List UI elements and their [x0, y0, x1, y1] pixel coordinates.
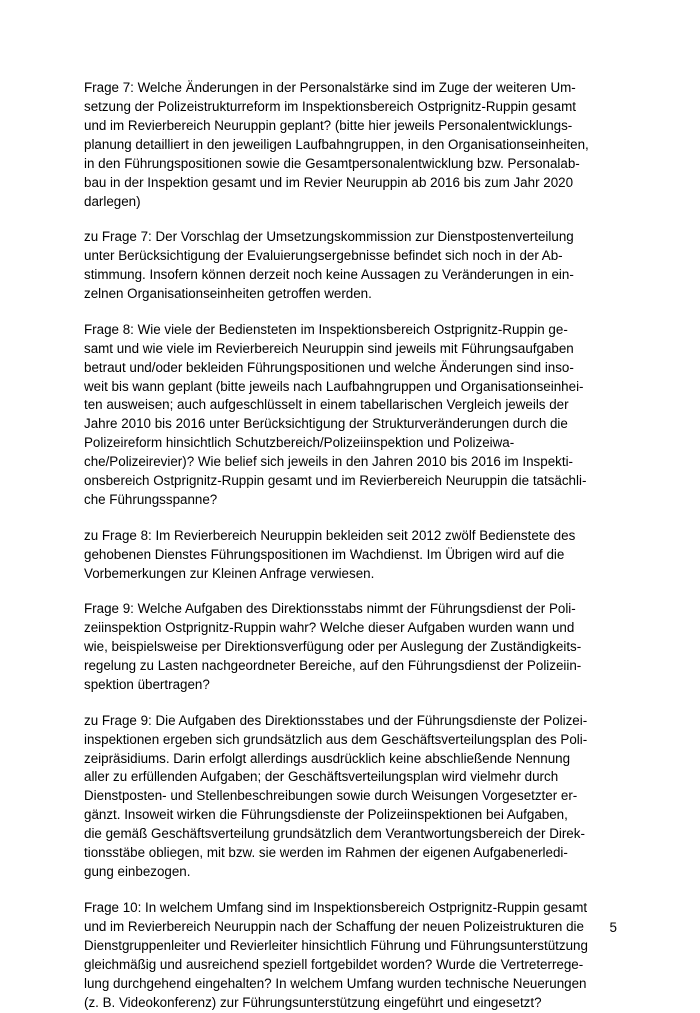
- question-7: Frage 7: Welche Änderungen in der Personalstärke sind im Zuge der weiteren Um- setzung der Polizeistrukturreform im Inspektionsbereich Ostprignitz-Ruppin gesamt und im Revierbereich Neuruppin geplant? (bitte hier jeweils Personalentwicklungs- planung detailliert in den jeweiligen Laufbahngruppen, in den Organisationseinheiten, in den Führungspositionen sowie die Gesamtpersonalentwicklung bzw. Personalab- bau in der Inspektion gesamt und im Revier Neuruppin ab 2016 bis zum Jahr 2020 darlegen): [84, 80, 589, 209]
- answer-7: zu Frage 7: Der Vorschlag der Umsetzungskommission zur Dienstpostenverteilung unter Berücksichtigung der Evaluierungsergebnisse befindet sich noch in der Ab- stimmung. Insofern können derzeit noch keine Aussagen zu Veränderungen in ein- zelnen Organisationseinheiten getroffen werden.: [84, 229, 574, 302]
- answer-9: zu Frage 9: Die Aufgaben des Direktionsstabes und der Führungsdienste der Polizei- inspektionen ergeben sich grundsätzlich aus dem Geschäftsverteilungsplan des Poli- zeipräsidiums. Darin erfolgt allerdings ausdrücklich keine abschließende Nennung aller zu erfüllenden Aufgaben; der Geschäftsverteilungsplan wird vielmehr durch Dienstposten- und Stellenbeschreibungen sowie durch Weisungen Vorgesetzter er- gänzt. Insoweit wirken die Führungsdienste der Polizeiinspektionen bei Aufgaben, die gemäß Geschäftsverteilung grundsätzlich dem Verantwortungsbereich der Direk- tionsstäbe obliegen, mit bzw. sie werden im Rahmen der eigenen Aufgabenerledi- gung einbezogen.: [84, 712, 588, 880]
- question-8: Frage 8: Wie viele der Bediensteten im Inspektionsbereich Ostprignitz-Ruppin ge- samt und wie viele im Revierbereich Neuruppin sind jeweils mit Führungsaufgaben betraut und/oder bekleiden Führungspositionen und welche Änderungen sind inso- weit bis wann geplant (bitte jeweils nach Laufbahngruppen und Organisationseinhei- ten ausweisen; auch aufgeschlüsselt in einem tabellarischen Vergleich jeweils der Jahre 2010 bis 2016 unter Berücksichtigung der Strukturveränderungen durch die Polizeireform hinsichtlich Schutzbereich/Polizeiinspektion und Polizeiwa- che/Polizeirevier)? Wie belief sich jeweils in den Jahren 2010 bis 2016 im Inspekti- onsbereich Ostprignitz-Ruppin gesamt und im Revierbereich Neuruppin die tatsächli- che Führungsspanne?: [84, 321, 587, 508]
- question-9: Frage 9: Welche Aufgaben des Direktionsstabs nimmt der Führungsdienst der Poli- zeiinspektion Ostprignitz-Ruppin wahr? Welche dieser Aufgaben wurden wann und wie, beispielsweise per Direktionsverfügung oder per Auslegung der Zuständigkeits- regelung zu Lasten nachgeordneter Bereiche, auf den Führungsdienst der Polizeiin- spektion übertragen?: [84, 601, 582, 693]
- answer-8: zu Frage 8: Im Revierbereich Neuruppin bekleiden seit 2012 zwölf Bedienstete des gehobenen Dienstes Führungspositionen im Wachdienst. Im Übrigen wird auf die Vorbemerkungen zur Kleinen Anfrage verwiesen.: [84, 527, 576, 581]
- page-number: 5: [609, 920, 617, 935]
- document-body: [84, 79, 616, 1013]
- question-10: Frage 10: In welchem Umfang sind im Inspektionsbereich Ostprignitz-Ruppin gesamt und im Revierbereich Neuruppin nach der Schaffung der neuen Polizeistrukturen die Dienstgruppenleiter und Revierleiter hinsichtlich Führung und Führungsunterstützung gleichmäßig und ausreichend speziell fortgebildet worden? Wurde die Vertreterrege- lung durchgehend eingehalten? In welchem Umfang wurden technische Neuerungen (z. B. Videokonferenz) zur Führungsunterstützung eingeführt und eingesetzt?: [84, 899, 588, 1010]
